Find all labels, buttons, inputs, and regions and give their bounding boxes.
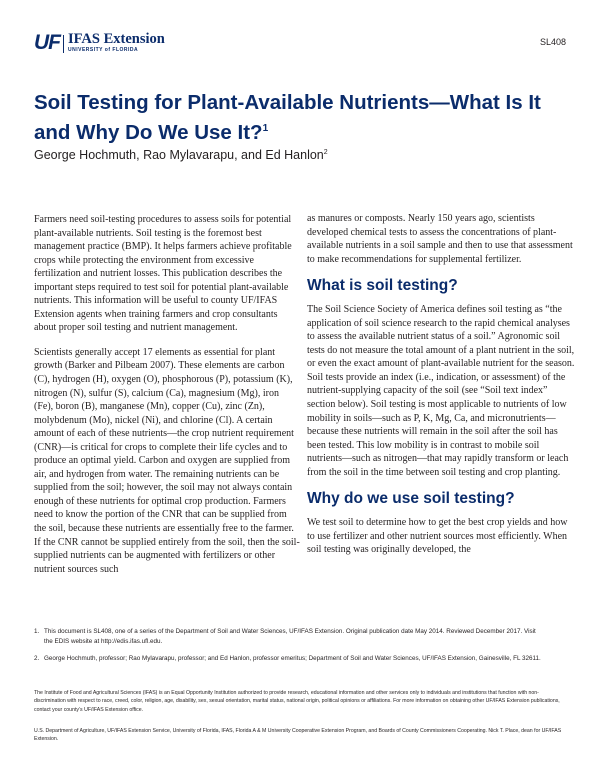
body-column-left xyxy=(34,213,300,576)
document-number: SL408 xyxy=(539,37,566,47)
body-paragraph: Farmers need soil-testing procedures to assess soils for potential plant-available nutrients. Soil testing is the foremost best management practice (BMP). It helps farmers achieve profitable crops while protecting the environment from excessive fertilization and nutrient losses. This publication describes the important steps required to test soil for potential plant-available nutrients. This information will be useful to county UF/IFAS Extension agents when training farmers and crop consultants about proper soil testing and nutrient management. xyxy=(34,214,292,334)
title-footnote-mark: 1 xyxy=(262,123,269,134)
footnote xyxy=(34,627,544,647)
equal-opportunity-statement: The Institute of Food and Agricultural Sciences (IFAS) is an Equal Opportunity Institution authorized to provide research, educational information and other services only to individuals and institutions that function with non-discrimination with respect to race, creed, color, religion, age, disability, sex, sexual orientation, marital status, national origin, political opinions or affiliations. For more information on obtaining other UF/IFAS Extension publications, contact your county’s UF/IFAS Extension office. xyxy=(34,690,560,713)
footnote-number: 2. xyxy=(34,655,40,662)
footnote-text: This document is SL408, one of a series of the Department of Soil and Water Sciences, UF/IFAS Extension. Original publication date May 2014. Reviewed December 2017. Visit the EDIS website at http://edis.ifas.ufl.edu. xyxy=(44,628,536,645)
document-title xyxy=(34,90,574,146)
section-heading-what-is-soil-testing: What is soil testing? xyxy=(307,277,458,295)
uf-logo-mark: UF xyxy=(34,31,60,54)
logo-text xyxy=(68,32,165,54)
authors xyxy=(34,148,328,162)
body-paragraph: as manures or composts. Nearly 150 years ago, scientists developed chemical tests to assess the concentrations of plant-available nutrients in a soil sample and then to use that assessment to make recommendations for supplemental fertilizer. xyxy=(307,213,573,265)
body-column-right xyxy=(307,212,575,557)
title-text: Soil Testing for Plant-Available Nutrients—What Is It and Why Do We Use It? xyxy=(34,91,541,144)
footnote-number: 1. xyxy=(34,628,40,635)
body-paragraph: Scientists generally accept 17 elements as essential for plant growth (Barker and Pilbeam 2007). These elements are carbon (C), hydrogen (H), oxygen (O), phosphorous (P), potassium (K), nitrogen (N), sulfur (S), calcium (Ca), magnesium (Mg), iron (Fe), boron (B), manganese (Mn), copper (Cu), zinc (Zn), molybdenum (Mo), nickel (Ni), and chlorine (Cl). A certain amount of each of these nutrients—the crop nutrient requirement (CNR)—is critical for crops to complete their life cycles and to produce an optimal yield. Carbon and oxygen are supplied from air, and hydrogen from water. The remaining nutrients can be supplied from the soil; however, the soil may not always contain enough of these nutrients for optimal crop production. Farmers need to know the portion of the CNR that can be supplied from the soil, because these nutrients are essentially free to the farmer. If the CNR cannot be supplied entirely from the soil, then the soil-supplied nutrients can be augmented with fertilizers or other nutrient sources such xyxy=(34,346,300,575)
body-paragraph: The Soil Science Society of America defines soil testing as “the application of soil science research to the rapid chemical analyses to assess the available nutrient status of a soil.” Agronomic soil tests do not measure the total amount of a plant nutrient in the soil, or even the exact amount of plant-available nutrient for the season. Soil tests provide an index (i.e., indication, or assessment) of the nutrient-supplying capacity of the soil (see “Soil text index” section below). Soil testing is most applicable to nutrients of low mobility in soils—such as P, K, Mg, Ca, and micronutrients—because these nutrients will remain in the soil after the soil has been tested. This low mobility is in contrast to mobile soil nutrients—such as nitrogen—that may rapidly transform or leach from the soil in the time between soil testing and crop planting. xyxy=(307,304,575,478)
footnotes xyxy=(34,627,544,671)
authors-text: George Hochmuth, Rao Mylavarapu, and Ed Hanlon xyxy=(34,148,324,162)
footnote xyxy=(34,654,544,664)
section-heading-why-use-soil-testing: Why do we use soil testing? xyxy=(307,490,515,508)
cooperating-agencies-statement: U.S. Department of Agriculture, UF/IFAS Extension Service, University of Florida, IFAS, Florida A & M University Cooperative Extension Program, and Boards of County Commissioners Cooperating. Nick T. Place, dean for UF/IFAS Extension. xyxy=(34,728,562,743)
footnote-text: George Hochmuth, professor; Rao Mylavarapu, professor; and Ed Hanlon, professor emeritus; Department of Soil and Water Sciences, UF/IFAS Extension, Gainesville, FL 32611. xyxy=(44,655,541,662)
authors-footnote-mark: 2 xyxy=(323,148,328,156)
logo-subtitle: UNIVERSITY of FLORIDA xyxy=(68,47,139,53)
logo-name: IFAS Extension xyxy=(68,31,165,47)
logo-divider xyxy=(63,35,64,53)
ifas-extension-logo xyxy=(34,32,165,54)
body-paragraph: We test soil to determine how to get the best crop yields and how to use fertilizer and other nutrient sources most efficiently. When soil testing was originally developed, the xyxy=(307,517,568,556)
